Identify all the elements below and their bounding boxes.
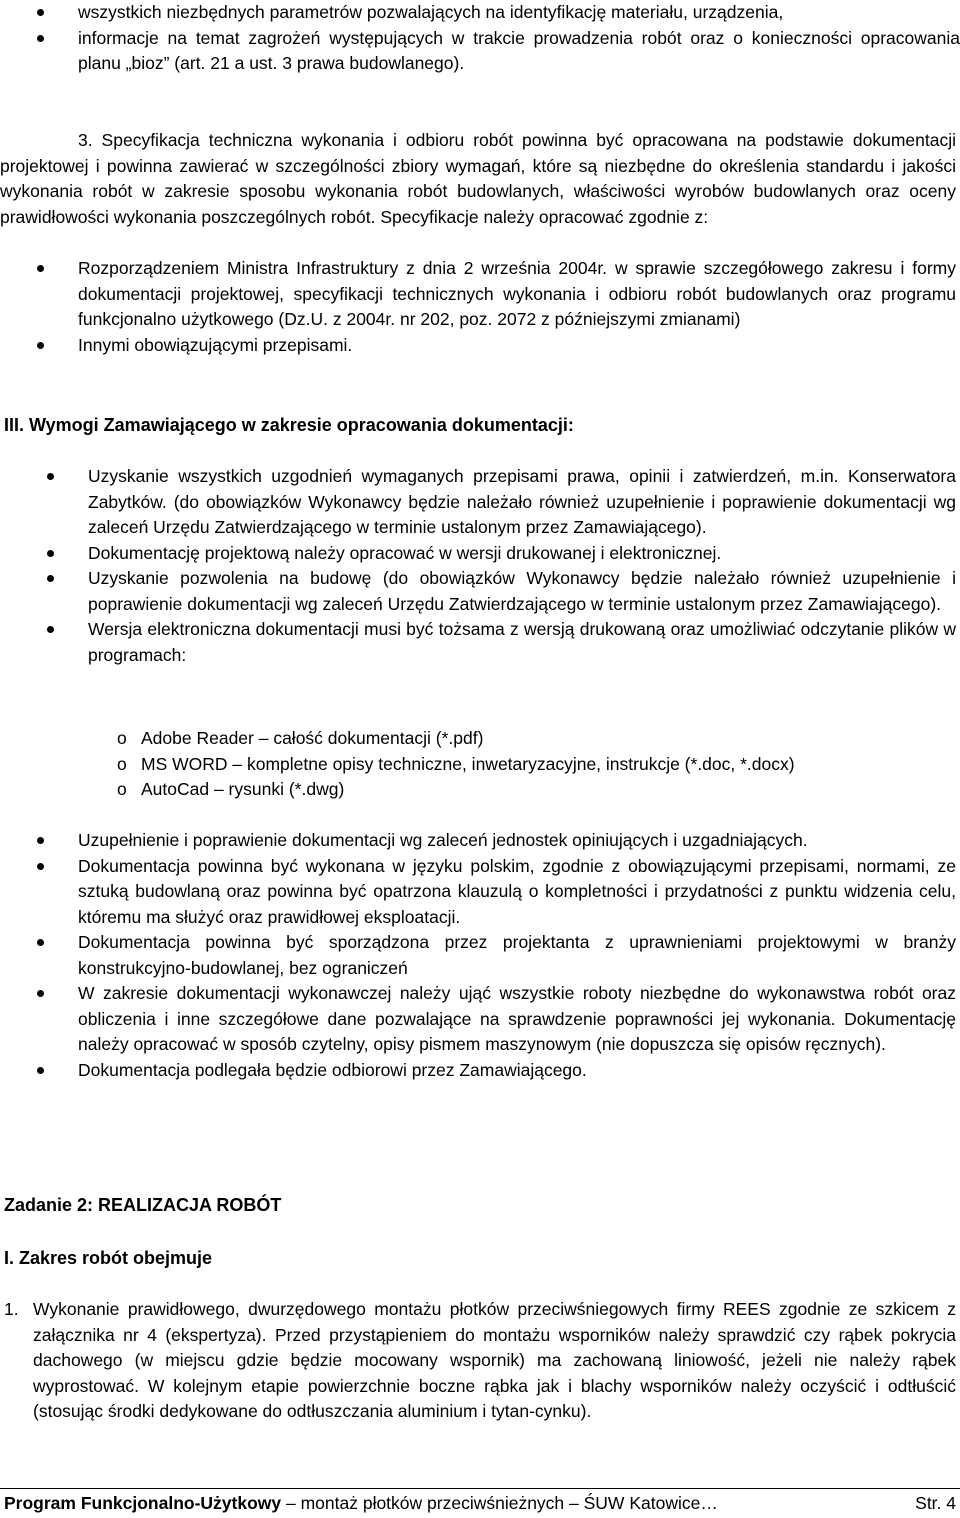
list-item: informacje na temat zagrożeń występujących w trakcie prowadzenia robót oraz o konieczności opracowania planu „bioz” (art. 21 a ust. 3 prawa budowlanego). (0, 26, 960, 77)
list-item: Dokumentacja powinna być sporządzona przez projektanta z uprawnieniami projektowymi w branży konstrukcyjno-budowlanej, bez ograniczeń (0, 930, 956, 981)
scope-heading: I. Zakres robót obejmuje (4, 1248, 213, 1268)
list-item: Uzyskanie wszystkich uzgodnień wymaganych przepisami prawa, opinii i zatwierdzeń, m.in. Konserwatora Zabytków. (do obowiązków Wykonawcy będzie należało również uzupełnienie i poprawienie dokumentacji wg zaleceń Urzędu Zatwierdzającego w terminie ustalonym przez Zamawiającego). (0, 464, 956, 541)
section-3-paragraph: 3. Specyfikacja techniczna wykonania i odbioru robót powinna być opracowana na podstawie dokumentacji projektowej i powinna zawierać w szczególności zbiory wymagań, które są niezbędne do określenia standardu i jakości wykonania robót w zakresie sposobu wykonania robót budowlanych, właściwości wyrobów budowlanych oraz oceny prawidłowości wykonania poszczególnych robót. Specyfikacje należy opracować zgodnie z: (0, 130, 956, 227)
sub-list-item: o MS WORD – kompletne opisy techniczne, inwetaryzacyjne, instrukcje (*.doc, *.docx) (117, 753, 795, 774)
footer-subtitle: – montaż płotków przeciwśnieżnych – ŚUW Katowice… (281, 1493, 718, 1513)
list-item: Uzyskanie pozwolenia na budowę (do obowiązków Wykonawcy będzie należało również uzupełnienie i poprawienie dokumentacji wg zaleceń Urzędu Zatwierdzającego w terminie ustalonym przez Zamawiającego). (0, 566, 956, 617)
section-iii-bullet-list-a (0, 464, 956, 668)
list-item: Dokumentacja podlegała będzie odbiorowi przez Zamawiającego. (0, 1058, 956, 1084)
top-bullet-list (0, 0, 960, 77)
task-2-heading: Zadanie 2: REALIZACJA ROBÓT (4, 1195, 282, 1215)
page-number: Str. 4 (915, 1493, 956, 1513)
section-iii-heading: III. Wymogi Zamawiającego w zakresie opracowania dokumentacji: (4, 415, 574, 435)
list-item: Dokumentację projektową należy opracować w wersji drukowanej i elektronicznej. (0, 541, 956, 567)
item-number: 1. (4, 1299, 19, 1319)
program-sub-list (0, 726, 956, 803)
item-text: Wykonanie prawidłowego, dwurzędowego montażu płotków przeciwśniegowych firmy REES zgodnie ze szkicem z załącznika nr 4 (ekspertyza). Przed przystąpieniem do montażu wsporników należy sprawdzić czy rąbek pokrycia dachowego (w miejscu gdzie będzie mocowany wspornik) ma zachowaną liniowość, jeżeli nie należy rąbek wyprostować. W kolejnym etapie powierzchnie boczne rąbka jak i blachy wsporników należy oczyścić i odtłuścić (stosując środki dedykowane do odtłuszczania aluminium i tytan-cynku). (33, 1299, 956, 1421)
list-item: Wersja elektroniczna dokumentacji musi być tożsama z wersją drukowaną oraz umożliwiać odczytanie plików w programach: (0, 617, 956, 668)
sub-list-item: o AutoCad – rysunki (*.dwg) (117, 779, 345, 799)
footer-divider (0, 1488, 960, 1489)
task-2-item-1 (0, 1297, 956, 1425)
list-item: Innymi obowiązującymi przepisami. (0, 333, 956, 359)
list-item: Uzupełnienie i poprawienie dokumentacji wg zaleceń jednostek opiniujących i uzgadniających. (0, 828, 956, 854)
footer-program-title: Program Funkcjonalno-Użytkowy (4, 1493, 282, 1513)
sub-list-item: o Adobe Reader – całość dokumentacji (*.pdf) (117, 728, 484, 748)
list-item: Rozporządzeniem Ministra Infrastruktury z dnia 2 września 2004r. w sprawie szczegółowego zakresu i formy dokumentacji projektowej, specyfikacji technicznych wykonania i odbioru robót budowlanych oraz programu funkcjonalno użytkowego (Dz.U. z 2004r. nr 202, poz. 2072 z późniejszymi zmianami) (0, 256, 956, 333)
section-iii-bullet-list-b (0, 828, 956, 1083)
list-item: W zakresie dokumentacji wykonawczej należy ująć wszystkie roboty niezbędne do wykonawstwa robót oraz obliczenia i inne szczegółowe dane pozwalające na sprawdzenie poprawności jej wykonania. Dokumentację należy opracować w sposób czytelny, opisy pismem maszynowym (nie dopuszcza się opisów ręcznych). (0, 981, 956, 1058)
list-item: wszystkich niezbędnych parametrów pozwalających na identyfikację materiału, urządzenia, (0, 0, 960, 26)
page-footer (4, 1491, 956, 1515)
list-item: Dokumentacja powinna być wykonana w języku polskim, zgodnie z obowiązującymi przepisami, normami, ze sztuką budowlaną oraz powinna być opatrzona klauzulą o kompletności i przydatności z punktu widzenia celu, któremu ma służyć oraz prawidłowej eksploatacji. (0, 854, 956, 931)
section-3-bullet-list (0, 256, 956, 358)
